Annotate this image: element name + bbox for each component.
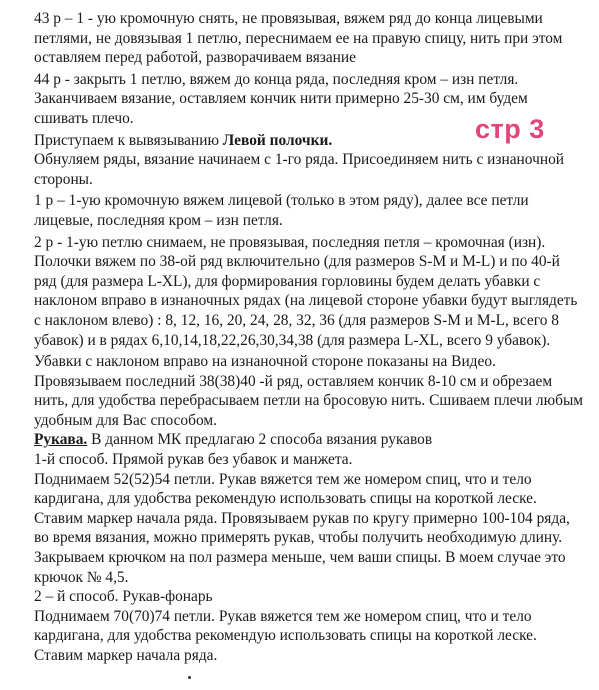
paragraph-method-1: 1-й способ. Прямой рукав без убавок и манжета. [34,451,353,469]
paragraph-method-2: 2 – й способ. Рукав-фонарь [34,588,213,606]
sleeves-heading: Рукава. [34,431,88,449]
paragraph-method-2-body: Поднимаем 70(70)74 петли. Рукав вяжется тем же номером спиц, что и тело кардигана, для удобства рекомендую использовать спицы на короткой леске. Ставим маркер начала ряда. [34,607,537,664]
paragraph-row-2: 2 р - 1-ую петлю снимаем, не провязывая, последняя петля – кромочная (изн). Полочки вяжем по 38-ой ряд включительно (для размеров S-M и M-L) и по 40-й ряд (для размера L-XL), для формирования горловины будем делать убавки с наклоном вправо в изнаночных рядах (на лицевой стороне убавки будут выглядеть с наклоном влево) : 8, 12, 16, 20, 24, 28, 32, 36 (для размеров S-M и M-L, всего 8 убавок) и в рядах 6,10,14,18,22,26,30,34,38 (для размера L-XL, всего 9 убавок). [34,233,578,349]
left-front-heading: Левой полочки. [222,131,333,149]
paragraph-decreases-video: Убавки с наклоном вправо на изнаночной стороне показаны на Видео. Провязываем последний 38(38)40 -й ряд, оставляем кончик 8-10 см и обрезаем нить, для удобства перебрасываем петли на бросовую нить. Сшиваем плечи любым удобным для Вас способом. [34,353,584,429]
sleeves-intro-text: В данном МК предлагаю 2 способа вязания рукавов [87,431,433,449]
paragraph-reset-rows: Обнуляем ряды, вязание начинаем с 1-го ряда. Присоединяем нить с изнаночной стороны. [34,151,564,188]
paragraph-row-1: 1 р – 1-ую кромочную вяжем лицевой (только в этом ряду), далее все петли лицевые, последняя кром – изн петля. [34,192,529,229]
paragraph-left-front-text: Приступаем к вывязыванию [34,131,223,149]
paragraph-row-43: 43 р – 1 - ую кромочную снять, не провязывая, вяжем ряд до конца лицевыми петлями, не довязывая 1 петлю, переснимаем ее на правую спицу, нить при этом оставляем перед работой, разворачиваем вязание [34,10,563,67]
paragraph-method-1-body: Поднимаем 52(52)54 петли. Рукав вяжется тем же номером спиц, что и тело кардигана, для удобства рекомендую использовать спицы на короткой леске. Ставим маркер начала ряда. Провязываем рукав по кругу примерно 100-104 ряда, во время вязания, можно примерять рукав, чтобы получить необходимую длину. Закрываем крючком на пол размера меньше, чем ваши спицы. В моем случае это крючок № 4,5. [34,470,570,586]
paragraph-sleeves-intro [34,430,585,450]
stray-dot [188,676,191,679]
page-bottom-edge [0,674,599,690]
paragraph-row-44: 44 р - закрыть 1 петлю, вяжем до конца ряда, последняя кром – изн петля. Заканчиваем вязание, оставляем кончик нити примерно 25-30 см, им будем сшивать плечо. [34,70,528,127]
page-number-badge: стр 3 [475,114,545,144]
